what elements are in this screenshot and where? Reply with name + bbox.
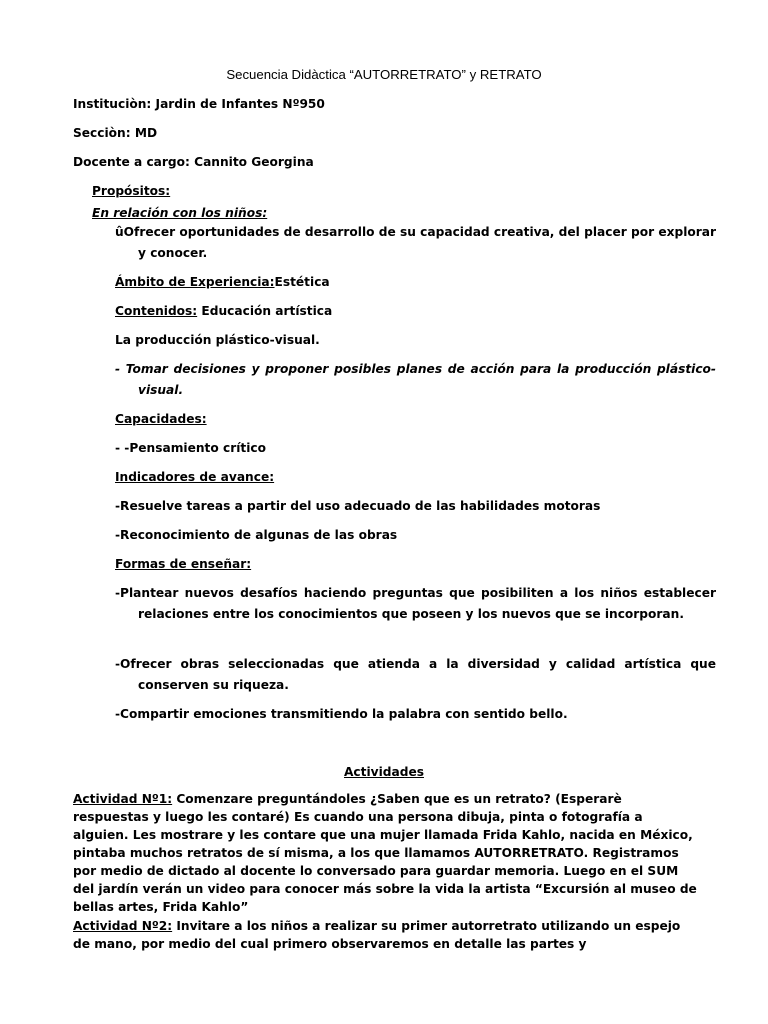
indicador-item-1: -Resuelve tareas a partir del uso adecuado de las habilidades motoras: [115, 499, 601, 513]
contenidos-line: [115, 301, 332, 322]
actividad-1: [73, 790, 697, 916]
produccion-line: La producción plástico-visual.: [115, 333, 320, 347]
actividades-heading: [0, 763, 768, 781]
indicadores-heading: Indicadores de avance:: [115, 470, 275, 484]
formas-heading: Formas de enseñar:: [115, 557, 252, 571]
ambito-value: Estética: [274, 275, 330, 289]
seccion-line: Secciòn: MD: [73, 126, 158, 140]
contenidos-label: Contenidos:: [115, 304, 198, 318]
institucion-line: Instituciòn: Jardin de Infantes Nº950: [73, 97, 325, 111]
capacidades-heading: Capacidades:: [115, 412, 207, 426]
ambito-line: [115, 272, 330, 293]
indicador-item-2: -Reconocimiento de algunas de las obras: [115, 528, 398, 542]
forma-item-3: -Compartir emociones transmitiendo la palabra con sentido bello.: [115, 707, 568, 721]
ambito-label: Ámbito de Experiencia:: [115, 275, 275, 289]
tomar-decisiones-item: - Tomar decisiones y proponer posibles planes de acción para la producción plástico-visual.: [115, 362, 716, 397]
propositos-heading: Propósitos:: [92, 184, 171, 198]
contenidos-value: Educación artística: [197, 304, 333, 318]
proposito-item: ûOfrecer oportunidades de desarrollo de su capacidad creativa, del placer por explorar y conocer.: [115, 225, 716, 260]
actividad-1-text: Comenzare preguntándoles ¿Saben que es un retrato? (Esperarè respuestas y luego les contaré) Es cuando una persona dibuja, pinta o fotografía a alguien. Les mostrare y les contare que una mujer llamada Frida Kahlo, nacida en México, pintaba muchos retratos de sí misma, a los que llamamos AUTORRETRATO. Registramos por medio de dictado al docente lo conversado para guardar memoria. Luego en el SUM del jardín verán un video para conocer más sobre la vida la artista “Excursión al museo de bellas artes, Frida Kahlo”: [73, 792, 697, 914]
docente-line: Docente a cargo: Cannito Georgina: [73, 155, 314, 169]
capacidad-item: - -Pensamiento crítico: [115, 441, 266, 455]
forma-item-2: -Ofrecer obras seleccionadas que atienda a la diversidad y calidad artística que conserven su riqueza.: [115, 657, 716, 692]
actividad-2-text: Invitare a los niños a realizar su primer autorretrato utilizando un espejo de mano, por medio del cual primero observaremos en detalle las partes y: [73, 919, 681, 951]
actividad-2-label: Actividad Nº2:: [73, 919, 173, 933]
forma-item-1: -Plantear nuevos desafíos haciendo preguntas que posibiliten a los niños establecer relaciones entre los conocimientos que poseen y los nuevos que se incorporan.: [115, 586, 716, 621]
actividad-2: [73, 917, 697, 953]
relacion-heading: En relación con los niños:: [92, 206, 268, 220]
actividad-1-label: Actividad Nº1:: [73, 792, 173, 806]
document-title: Secuencia Didàctica “AUTORRETRATO” y RETRATO: [226, 67, 542, 82]
actividades-heading-text: Actividades: [344, 765, 424, 779]
